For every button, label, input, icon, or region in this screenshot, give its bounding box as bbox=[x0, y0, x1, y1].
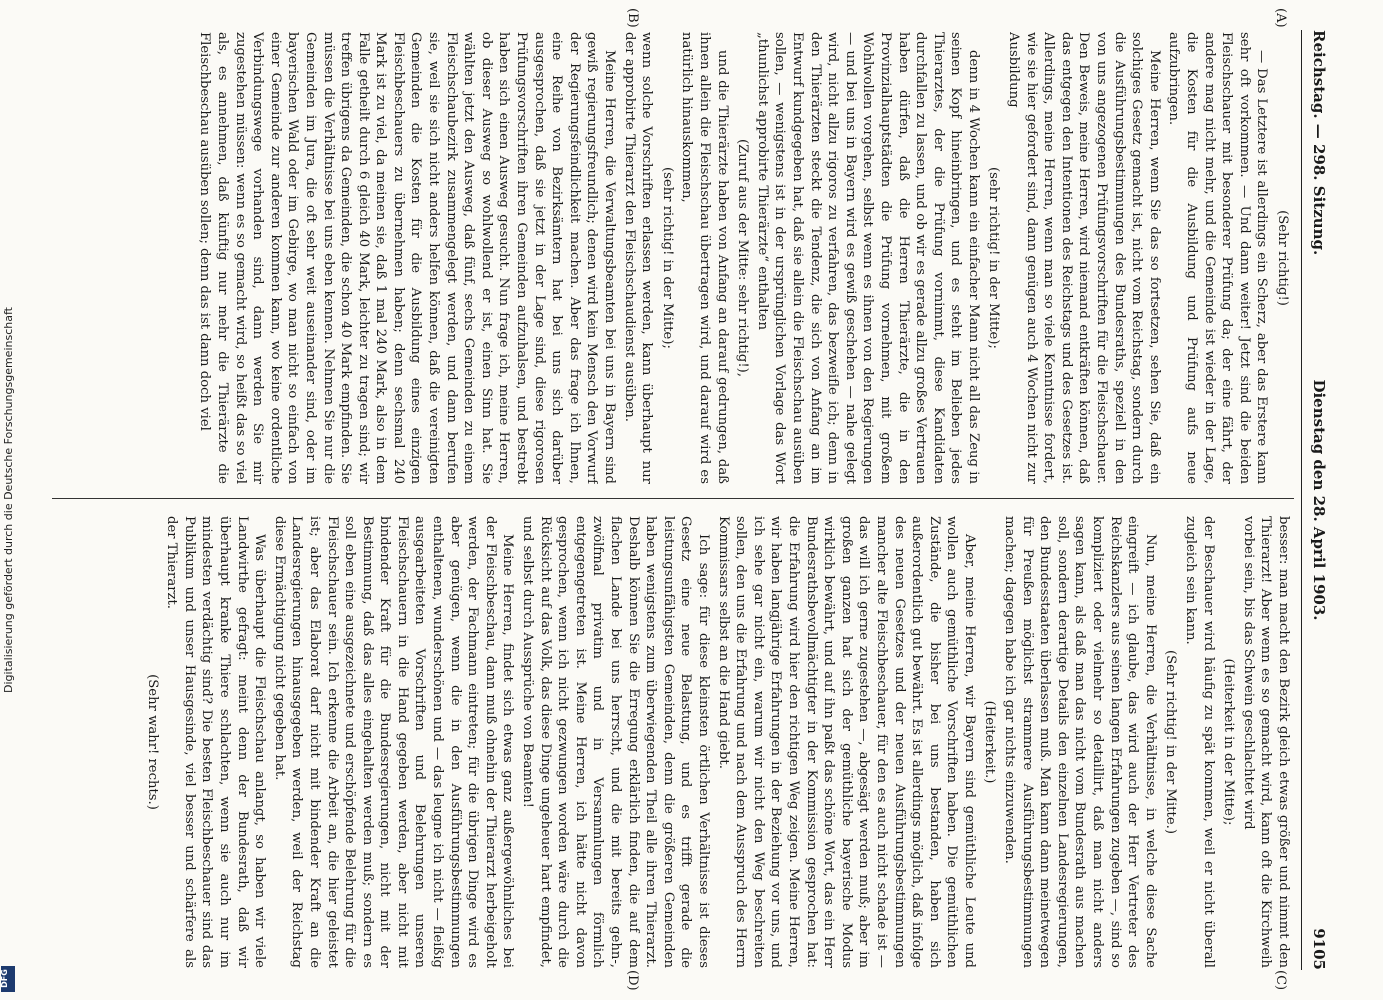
header-date: Dienstag den 28. April 1903. bbox=[1310, 379, 1328, 621]
margin-marker-a: (A) bbox=[1273, 8, 1288, 28]
margin-marker-c: (C) bbox=[1273, 970, 1288, 991]
interjection: (Sehr richtig! in der Mitte.) bbox=[1163, 650, 1179, 834]
digitization-sidebar bbox=[2, 20, 16, 1000]
interjection: (Zuruf aus der Mitte: sehr richtig!), bbox=[735, 138, 751, 378]
margin-marker-d: (D) bbox=[625, 970, 640, 991]
margin-marker-b: (B) bbox=[625, 8, 640, 28]
paragraph: und die Thierärzte haben von Anfang an darauf gedrungen, daß ihnen allein die Fleischschau übertragen wird, und darauf wird es natürlich hinauskommen, bbox=[679, 32, 730, 484]
paragraph: Ich sage: für diese kleinsten örtlichen Verhältnisse ist dieses Gesetz eine neue Belastung, und es trifft gerade die leistungsunfähigsten Gemeinden, denn die größeren Gemeinden haben wenigstens zum überwiegenden Theil alle ihren Thierarzt. Deshalb können Sie die Erregung erklärlich finden, die auf dem flachen Lande bei uns herrscht, und die mit bereits gehn-, zwölfmal privatim und in Versammlungen förmlich entgegengetreten ist. Meine Herren, ich hätte nicht davon gesprochen, wenn ich nicht gezwungen worden wäre durch die Rücksicht auf das Volk, das diese Dinge ungeheuer hart empfindet, und selbst durch Aussprüche von Beamten! bbox=[520, 516, 711, 968]
paragraph: wenn solche Vorschriften erlassen werden, kann überhaupt nur der approbirte Thierarzt den Fleischschaudienst ausüben. bbox=[621, 32, 655, 484]
paragraph: der Beschauer wird häufig zu spät kommen, weil er nicht überall zugleich sein kann. bbox=[1183, 516, 1216, 968]
paragraph: Meine Herren, findet sich etwas ganz außergewöhnliches bei der Fleischbeschau, dann muß ohnehin der Thierarzt herbeigeholt werden, der Fachmann eintreten; für die übrigen Dinge wird es aber genügen, wenn die in den Ausführungsbestimmungen enthaltenen, wunderschönen und — das leugne ich nicht — fleißig ausgearbeiteten Vorschriften und Belehrungen unseren Fleischschauern in die Hand gegeben werden, aber nicht mit bindender Kraft für die Bundesregierungen, nicht mit der Bestimmung, daß das alles eingehalten werden muß; sondern es soll eben eine ausgezeichnete und erschöpfende Belehrung für die Fleischschauer sein. Ich erkenne die Arbeit an, die hier geleistet ist; aber das Elaborat darf nicht mit bindender Kraft an die Landesregierungen hinausgegeben werden, weil der Reichstag diese Ermächtigung nicht gegeben hat. bbox=[271, 516, 516, 968]
paragraph: Meine Herren, wenn Sie das so fortsetzen, sehen Sie, daß ein solchiges Gesetz gemacht ist, nicht vom Reichstag, sondern durch die Ausführungsbestimmungen des Bundesraths, speziell in den von uns angezogenen Prüfungsvorschriften für die Fleischschauer. Den Beweis, meine Herren, wird niemand entkräften können, daß das entgegen den Intentionen des Reichstags und des Gesetzes ist. Allerdings, meine Herren, wenn man so viele Kenntnisse fordert, wie sie hier gefordert sind, dann genügen auch 4 Wochen nicht zur Ausbildung bbox=[1006, 32, 1162, 484]
paragraph: Nun, meine Herren, die Verhältnisse, in welche diese Sache eingreift — ich glaube, das wird auch der Herr Vertreter des Reichskanzlers aus seinen langen Erfahrungen zugeben —, sind so kompliziert oder vielmehr so detaillirt, daß man nicht anders sagen kann, als daß man das nicht vom Bundesrath aus machen soll, sondern derartige Details den einzelnen Landesregierungen, den Bundesstaaten überlassen muß. Man kann dann meinetwegen für Preußen möglichst strammere Ausführungsbestimmungen machen; dagegen habe ich gar nichts einzuwenden. bbox=[1002, 516, 1158, 968]
column-divider bbox=[52, 498, 1294, 499]
header-left: Reichstag. — 298. Sitzung. bbox=[1310, 30, 1328, 256]
interjection: (sehr richtig! in der Mitte); bbox=[986, 167, 1002, 349]
paragraph: Aber, meine Herren, wir Bayern sind gemüthliche Leute und wollen auch gemüthliche Vorschriften haben. Die gemüthlichen Zustände, die bisher bei uns bestanden, haben sich außerordentlich gut bewährt. Es ist allerdings möglich, daß infolge des neuen Gesetzes und der neuen Ausführungsbestimmungen mancher alte Fleischbeschauer, für den es auch nicht schade ist — das will ich gerne zugestehen —, abgesägt werden muß; aber im großen ganzen hat sich der gemüthliche bayerische Modus wirklich bewährt, und auf ihn paßt das schöne Wort, das ein Herr Bundesrathsbevollmächtigter in der Kommission gesprochen hat: die Erfahrung wird hier den richtigen Weg zeigen. Meine Herren, wir haben langjährige Erfahrungen in der Beziehung vor uns, und ich sehe gar nicht ein, warum wir nicht den Weg beschreiten sollen, den uns die Erfahrung und nach dem Ausspruch des Herrn Kommissars selbst an die Hand giebt. bbox=[715, 516, 977, 968]
paragraph: — Das Letztere ist allerdings ein Scherz, aber das Erstere kann sehr oft vorkommen. — Und dann weiter! Jetzt sind die beiden Fleischschauer mit besonderer Prüfung da; der eine fährt, der andere mag nicht mehr, und die Gemeinde ist wieder in der Lage, die Kosten für die Ausbildung und Prüfung aufs neue aufzubringen. bbox=[1166, 32, 1270, 484]
interjection: (Heiterkeit in der Mitte); bbox=[1221, 658, 1237, 826]
left-column bbox=[52, 32, 1292, 484]
dfg-logo-text: DFG bbox=[0, 969, 9, 988]
header-rule bbox=[1301, 30, 1302, 970]
interjection: (Sehr wahr! rechts.) bbox=[144, 674, 160, 810]
interjection: (Heiterkeit.) bbox=[982, 700, 998, 784]
dfg-logo bbox=[1, 966, 15, 992]
paragraph: besser: man macht den Bezirk gleich etwas größer und nimmt den Thierarzt! Aber wenn es so gemacht wird, kann oft die Kirchweih vorbei sein, bis das Schwein geschlachtet wird bbox=[1240, 516, 1291, 968]
paragraph: denn in 4 Wochen kann ein einfacher Mann nicht all das Zeug in seinen Kopf hineinbringen, und es steht im Belieben jedes Thierarztes, der die Prüfung vornimmt, diese Kandidaten durchfallen zu lassen, und ob wir es gerade allzu großes Vertrauen haben dürfen, daß die Herren Thierärzte, die in den Provinzialhauptstädten die Prüfung vornehmen, mit großem Wohlwollen vorgehen, selbst wenn es ihnen von den Regierungen — und bei uns in Bayern wird es gewiß geschehen — nahe gelegt wird, nicht allzu rigoros zu verfahren, das bezweifle ich; denn in den Thierärzten steckt die Tendenz, die sich von Anfang an im Entwurf kundgegeben hat, daß sie allein die Fleischschau ausüben sollen, — wenigstens ist in der ursprünglichen Vorlage das Wort „thunlichst approbirte Thierärzte“ enthalten bbox=[754, 32, 981, 484]
funding-note: Digitalisierung gefördert durch die Deutsche Forschungsgemeinschaft bbox=[2, 307, 15, 693]
paragraph: Meine Herren, die Verwaltungsbeamten bei uns in Bayern sind gewiß regierungsfreundlich; denen wird kein Mensch den Vorwurf der Regierungsfeindlichkeit machen. Aber das frage ich Ihnen, eine Reihe von Bezirksämtern hat bei uns sich darüber ausgesprochen, daß sie jetzt in der Lage sind, diese rigorosen Prüfungsvorschriften ihren Gemeinden aufzuhalsen, und bestrebt haben sich einen Ausweg gesucht. Nun frage ich, meine Herren, ob dieser Ausweg so wohlwollend er ist, einen Sinn hat. Sie wählten jetzt den Ausweg, daß fünf, sechs Gemeinden zu einem Fleischschaubezirk zusammengelegt werden, und dann berufen sie, weil sie sich nicht anders helfen können, daß die vereinigten Gemeinden die Kosten für die Ausbildung eines einzigen Fleischbeschauers zu übernehmen haben; denn sechsmal 240 Mark ist zu viel, da meinen sie, daß 1 mal 240 Mark, also in dem Falle getheilt durch 6 gleich 40 Mark, leichter zu tragen sind; wir treffen übrigens da Gemeinden, die schon 40 Mark empfinden. Sie müssen die Verhältnisse bei uns eben kennen. Nehmen Sie nur die Gemeinden im Jura, die oft sehr weit auseinander sind, oder im bayerischen Wald oder im Gebirge, wo man nicht so einfach von einer Gemeinde zur anderen kommen kann, wo keine ordentliche Verbindungswege vorhanden sind, dann werden Sie mir zugestehen müssen: wenn es so gemacht wird, so heißt das so viel als, es annehmen, daß künftig nur mehr die Thierärzte die Fleischbeschau ausüben sollen; denn das ist dann doch viel bbox=[197, 32, 618, 484]
interjection: (Sehr richtig!) bbox=[1275, 210, 1290, 306]
page-number: 9105 bbox=[1310, 928, 1328, 970]
right-column bbox=[52, 516, 1292, 968]
paragraph: Was überhaupt die Fleischschau anlangt, so haben wir viele Landwirthe gefragt: meint denn der Bundesrath, daß wir überhaupt kranke Thiere schlachten, wenn sie auch nur im mindesten verdächtig sind? Die besten Fleischbeschauer sind das Publikum und unser Hausgesinde, viel besser und schärfere als der Thierarzt. bbox=[164, 516, 268, 968]
printed-sheet bbox=[40, 0, 1340, 1000]
interjection: (sehr richtig! in der Mitte); bbox=[659, 167, 675, 349]
running-head bbox=[1302, 30, 1332, 970]
